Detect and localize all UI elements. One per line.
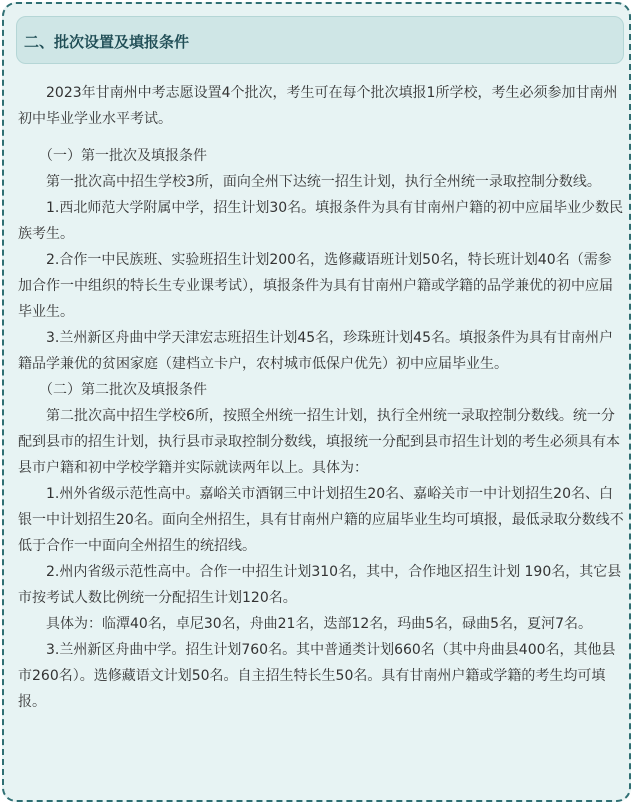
batch-1-summary: 第一批次高中招生学校3所，面向全州下达统一招生计划，执行全州统一录取控制分数线。 xyxy=(18,174,601,190)
batch-1-item-3: 3.兰州新区舟曲中学天津宏志班招生计划45名，珍珠班计划45名。填报条件为具有甘南州户籍品学兼优的贫困家庭（建档立卡户，农村城市低保户优先）初中应届毕业生。 xyxy=(18,330,613,372)
batch-2-summary: 第二批次高中招生学校6所，按照全州统一招生计划，执行全州统一录取控制分数线。统一分配到县市的招生计划，执行县市录取控制分数线，填报统一分配到县市招生计划的考生必须具有本县市户籍和初中学校学籍并实际就读两年以上。具体为： xyxy=(18,408,620,476)
intro-paragraph: 2023年甘南州中考志愿设置4个批次，考生可在每个批次填报1所学校，考生必须参加甘南州初中毕业学业水平考试。 xyxy=(18,85,618,127)
batch-1-item-2: 2.合作一中民族班、实验班招生计划200名，选修藏语班计划50名，特长班计划40名（需参加合作一中组织的特长生专业课考试），填报条件为具有甘南州户籍或学籍的品学兼优的初中应届毕业生。 xyxy=(18,252,613,320)
batch-2-item-1: 1.州外省级示范性高中。嘉峪关市酒钢三中计划招生20名、嘉峪关市一中计划招生20名、白银一中计划招生20名。面向全州招生，具有甘南州户籍的应届毕业生均可填报，最低录取分数线不低于合作一中面向全州招生的统招线。 xyxy=(18,486,624,554)
section-title: 二、批次设置及填报条件 xyxy=(24,33,190,51)
article-body xyxy=(18,80,624,715)
batch-2-item-3: 3.兰州新区舟曲中学。招生计划760名。其中普通类计划660名（其中舟曲县400名，其他县市260名）。选修藏语文计划50名。自主招生特长生50名。具有甘南州户籍或学籍的考生均可填报。 xyxy=(18,642,616,710)
batch-1-heading: （一）第一批次及填报条件 xyxy=(18,148,207,164)
batch-2-item-2: 2.州内省级示范性高中。合作一中招生计划310名，其中，合作地区招生计划 190名，其它县市按考试人数比例统一分配招生计划120名。 xyxy=(18,564,622,606)
batch-1-item-1: 1.西北师范大学附属中学，招生计划30名。填报条件为具有甘南州户籍的初中应届毕业少数民族考生。 xyxy=(18,200,624,242)
section-header xyxy=(16,16,624,64)
batch-2-heading: （二）第二批次及填报条件 xyxy=(18,382,207,398)
content-card xyxy=(2,2,631,802)
batch-2-item-2-detail: 具体为：临潭40名，卓尼30名，舟曲21名，迭部12名，玛曲5名，碌曲5名，夏河7名。 xyxy=(18,616,592,632)
